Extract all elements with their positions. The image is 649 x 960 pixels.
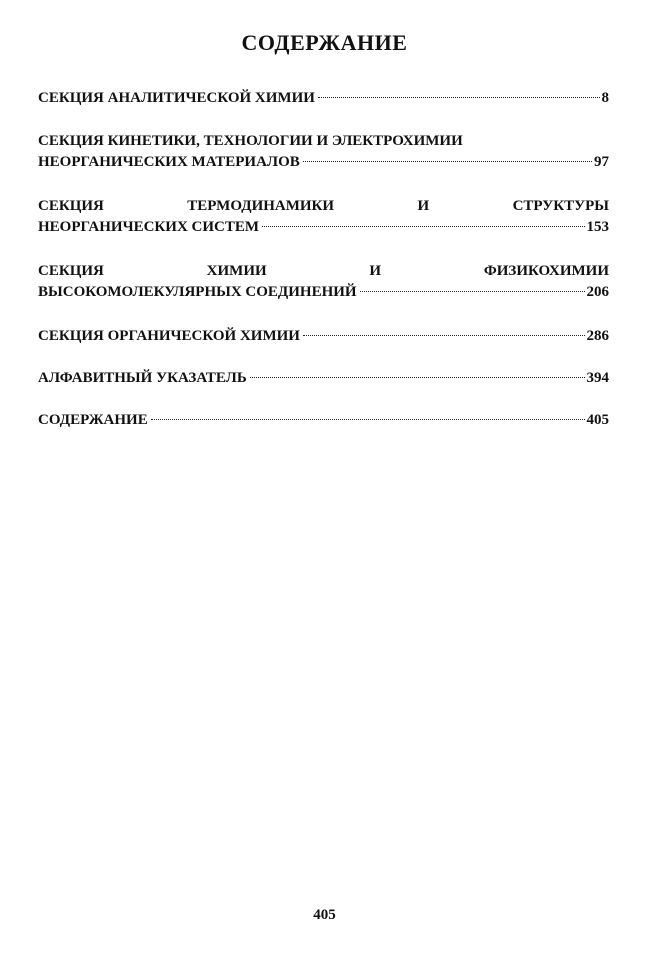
toc-entry-organic-chemistry[interactable] <box>38 326 609 347</box>
toc-entry-first-line-text: СЕКЦИЯ КИНЕТИКИ, ТЕХНОЛОГИИ И ЭЛЕКТРОХИМИИ <box>38 133 463 149</box>
toc-entry-title: НЕОРГАНИЧЕСКИХ СИСТЕМ <box>38 219 260 235</box>
toc-entry-first-line <box>38 261 609 282</box>
dot-leader <box>360 291 585 292</box>
toc-word: СЕКЦИЯ <box>38 198 104 214</box>
toc-entry-thermodynamics[interactable] <box>38 196 609 238</box>
toc-entry-page: 286 <box>586 328 609 344</box>
dot-leader <box>303 161 592 162</box>
toc-entry-first-line <box>38 131 609 152</box>
toc-word: ТЕРМОДИНАМИКИ <box>187 198 335 214</box>
dot-leader <box>151 419 585 420</box>
toc-entry-page: 153 <box>586 219 609 235</box>
dot-leader <box>303 335 585 336</box>
toc-entry-title: СОДЕРЖАНИЕ <box>38 412 148 428</box>
toc-entry-contents[interactable] <box>38 410 609 431</box>
toc-leader-line <box>38 152 609 173</box>
toc-entry-title: СЕКЦИЯ ОРГАНИЧЕСКОЙ ХИМИИ <box>38 328 300 344</box>
toc-entry-title: НЕОРГАНИЧЕСКИХ МАТЕРИАЛОВ <box>38 154 300 170</box>
toc-entry-title: СЕКЦИЯ АНАЛИТИЧЕСКОЙ ХИМИИ <box>38 90 315 106</box>
toc-entry-page: 405 <box>586 412 609 428</box>
dot-leader <box>318 97 600 98</box>
table-of-contents <box>38 88 609 431</box>
toc-leader-line <box>38 282 609 303</box>
dot-leader <box>262 226 584 227</box>
toc-entry-page: 97 <box>594 154 609 170</box>
toc-word: СЕКЦИЯ <box>38 263 104 279</box>
toc-word: И <box>417 198 430 214</box>
toc-entry-first-line <box>38 196 609 217</box>
toc-word: ХИМИИ <box>206 263 267 279</box>
toc-entry-page: 8 <box>601 90 609 106</box>
toc-entry-alphabetical-index[interactable] <box>38 368 609 389</box>
toc-leader-line <box>38 217 609 238</box>
toc-entry-kinetics-electrochemistry[interactable] <box>38 131 609 173</box>
toc-word: И <box>369 263 382 279</box>
toc-word: ФИЗИКОХИМИИ <box>483 263 609 279</box>
toc-word: СТРУКТУРЫ <box>512 198 609 214</box>
footer-page-number: 405 <box>313 907 336 923</box>
toc-entry-title: АЛФАВИТНЫЙ УКАЗАТЕЛЬ <box>38 370 247 386</box>
toc-entry-page: 206 <box>586 284 609 300</box>
toc-entry-page: 394 <box>586 370 609 386</box>
toc-leader-line <box>38 410 609 431</box>
toc-leader-line <box>38 368 609 389</box>
toc-entry-analytical-chemistry[interactable] <box>38 88 609 109</box>
toc-entry-polymer-chemistry[interactable] <box>38 261 609 303</box>
toc-leader-line <box>38 326 609 347</box>
dot-leader <box>250 377 585 378</box>
toc-entry-title: ВЫСОКОМОЛЕКУЛЯРНЫХ СОЕДИНЕНИЙ <box>38 284 357 300</box>
page-title: СОДЕРЖАНИЕ <box>241 30 408 55</box>
toc-leader-line <box>38 88 609 109</box>
